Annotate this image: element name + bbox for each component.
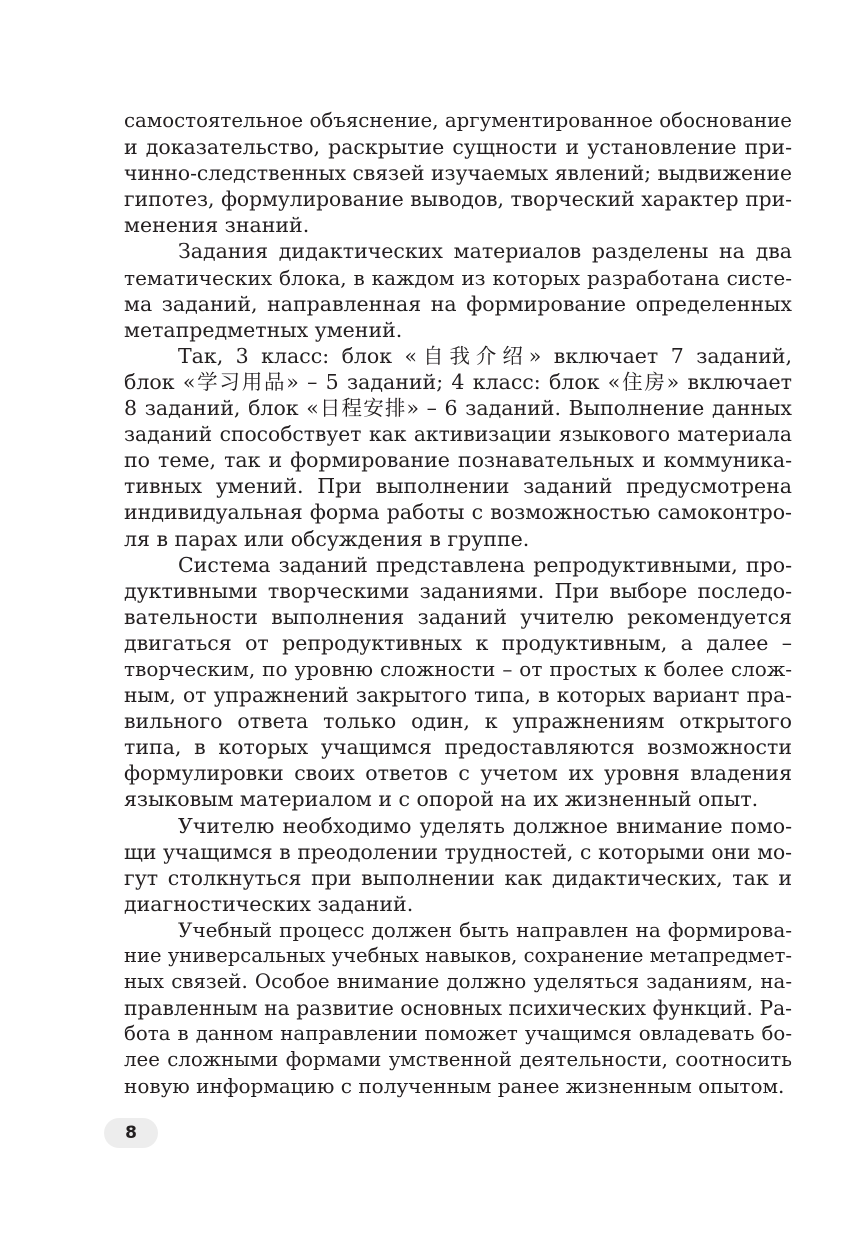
text-line: по теме, так и формирование познавательных и коммуника- — [124, 448, 792, 473]
text-line: ние универсальных учебных навыков, сохранение метапредмет- — [124, 944, 792, 967]
text-line: языковым материалом и с опорой на их жизненный опыт. — [124, 787, 759, 812]
text-line: Так, 3 класс: блок «自我介绍» включает 7 заданий, — [178, 343, 792, 368]
text-line: Система заданий представлена репродуктивными, про- — [178, 552, 792, 577]
paragraph-6 — [124, 917, 792, 1100]
text-line: ных связей. Особое внимание должно уделяться заданиям, на- — [124, 970, 792, 994]
paragraph-4 — [124, 552, 792, 813]
text-line: щи учащимся в преодолении трудностей, с которыми они мо- — [124, 839, 792, 864]
text-line: метапредметных умений. — [124, 317, 403, 342]
text-line: ма заданий, направленная на формирование определенных — [124, 291, 792, 316]
text-line: двигаться от репродуктивных к продуктивным, а далее – — [124, 630, 792, 655]
text-line: блок «学习用品» – 5 заданий; 4 класс: блок «住房» включает — [124, 369, 792, 394]
text-line: новую информацию с полученным ранее жизненным опытом. — [124, 1074, 785, 1099]
text-line: индивидуальная форма работы с возможностью самоконтро- — [124, 500, 792, 525]
text-line: Учебный процесс должен быть направлен на формирова- — [178, 917, 792, 942]
text-line: вильного ответа только один, к упражнениям открытого — [124, 709, 792, 734]
paragraph-5 — [124, 813, 792, 917]
page-number: 8 — [104, 1118, 158, 1148]
text-line: правленным на развитие основных психических функций. Ра- — [124, 996, 792, 1021]
text-line: и доказательство, раскрытие сущности и установление при- — [124, 135, 792, 160]
text-line: самостоятельное объяснение, аргументированное обоснование — [124, 109, 792, 132]
text-line: творческим, по уровню сложности – от простых к более слож- — [124, 656, 792, 681]
text-line: типа, в которых учащимся предоставляются возможности — [124, 735, 792, 760]
text-line: Учителю необходимо уделять должное внимание помо- — [178, 813, 792, 838]
text-line: вательности выполнения заданий учителю рекомендуется — [124, 604, 792, 629]
text-line: ля в парах или обсуждения в группе. — [124, 526, 530, 551]
text-line: лее сложными формами умственной деятельности, соотносить — [124, 1048, 792, 1072]
text-line: формулировки своих ответов с учетом их уровня владения — [124, 761, 792, 786]
text-line: заданий способствует как активизации языкового материала — [124, 422, 792, 447]
text-line: дуктивными творческими заданиями. При выборе последо- — [124, 578, 792, 603]
text-line: тивных умений. При выполнении заданий предусмотрена — [124, 474, 792, 499]
text-line: диагностических заданий. — [124, 891, 414, 916]
text-line: Задания дидактических материалов разделены на два — [178, 239, 792, 264]
text-line: чинно-следственных связей изучаемых явлений; выдвижение — [124, 161, 792, 186]
text-line: 8 заданий, блок «日程安排» – 6 заданий. Выполнение данных — [124, 396, 792, 421]
paragraph-1 — [124, 108, 792, 238]
text-line: бота в данном направлении поможет учащимся овладевать бо- — [124, 1022, 792, 1046]
body-text — [124, 108, 792, 1100]
text-line: гут столкнуться при выполнении как дидактических, так и — [124, 865, 792, 890]
text-line: гипотез, формулирование выводов, творческий характер при- — [124, 187, 792, 212]
paragraph-2 — [124, 238, 792, 342]
text-line: менения знаний. — [124, 213, 310, 238]
paragraph-3 — [124, 343, 792, 552]
text-line: ным, от упражнений закрытого типа, в которых вариант пра- — [124, 683, 792, 708]
text-line: тематических блока, в каждом из которых разработана систе- — [124, 265, 792, 290]
